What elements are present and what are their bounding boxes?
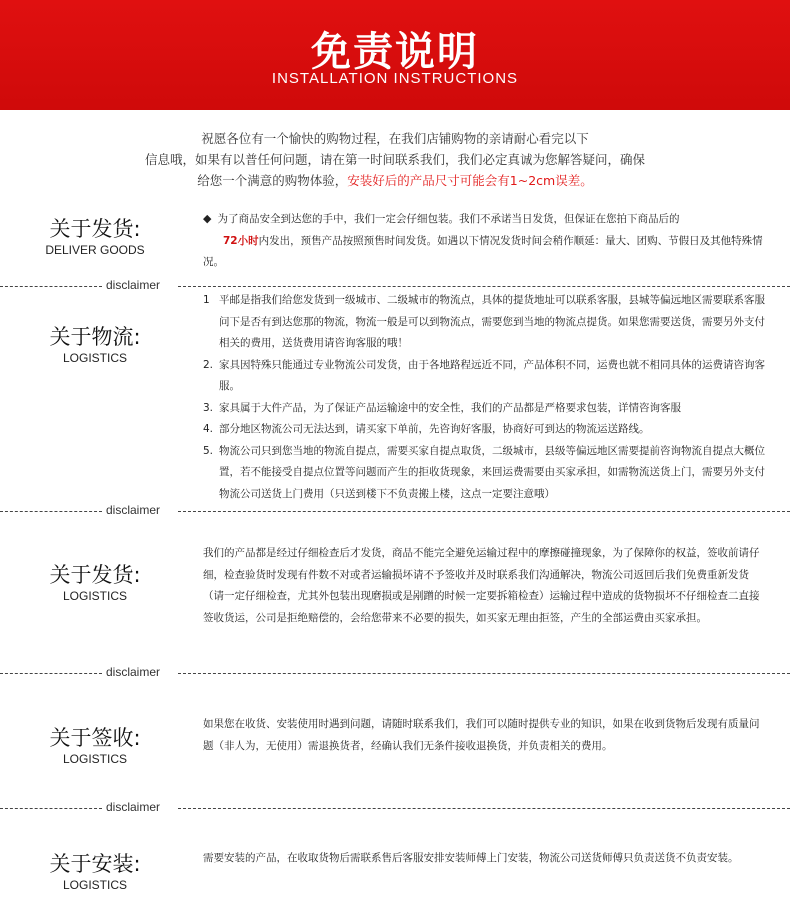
list-item: [203, 419, 765, 441]
section-body-logistics: [203, 290, 765, 505]
list-number: 3.: [203, 401, 214, 414]
list-text: 部分地区物流公司无法达到，请买家下单前，先咨询好客服，协商好可到达的物流运送路线。: [219, 423, 650, 435]
section-title-cn: 关于物流:: [49, 325, 141, 349]
diamond-bullet-icon: ◆: [203, 212, 212, 225]
list-item: [203, 398, 765, 420]
section-heading-logistics: [0, 324, 190, 366]
delivery-text-b: 内发出，预售产品按照预售时间发货。如遇以下情况发货时间会稍作顺延：量大、团购、节假日及其他特殊情况。: [203, 234, 763, 268]
section-divider: [0, 802, 790, 814]
delivery-time-highlight: 72小时: [223, 234, 259, 247]
page-subtitle: INSTALLATION INSTRUCTIONS: [271, 70, 519, 87]
section-title-en: LOGISTICS: [62, 752, 127, 766]
inspection-text: 我们的产品都是经过仔细检查后才发货，商品不能完全避免运输过程中的摩擦碰撞现象，为了保障你的权益，签收前请仔细，检查验货时发现有件数不对或者运输损坏请不予签收并及时联系我们沟通解决，物流公司返回后我们免费重新发货（请一定仔细检查，尤其外包装出现磨损或是剐蹭的时候一定要拆箱检查）运输过程中造成的货物损坏不仔细检查二直接签收货运，公司是拒绝赔偿的，会给您带来不必要的损失，如买家无理由拒签，产生的全部运费由买家承担。: [203, 547, 760, 624]
section-title-en: DELIVER GOODS: [45, 243, 145, 257]
section-body-installation: [203, 851, 765, 866]
divider-label: disclaimer: [106, 278, 161, 292]
section-divider: [0, 667, 790, 679]
intro-paragraph: [0, 128, 790, 191]
intro-line-2: 信息哦，如果有以普任何问题，请在第一时间联系我们，我们必定真诚为您解答疑问，确保: [144, 152, 645, 167]
section-body-inspection: [203, 543, 765, 629]
section-title-cn: 关于发货:: [49, 563, 141, 587]
list-item: [203, 290, 765, 355]
section-title-cn: 关于发货:: [49, 217, 141, 241]
list-number: 4.: [203, 423, 214, 435]
section-divider: [0, 505, 790, 517]
installation-text: 需要安装的产品，在收取货物后需联系售后客服安排安装师傅上门安装，物流公司送货师傅只负责送货不负责安装。: [203, 852, 739, 864]
intro-line-1: 祝愿各位有一个愉快的购物过程，在我们店铺购物的亲请耐心看完以下: [201, 131, 589, 146]
intro-line-3-text: 给您一个满意的购物体验，: [197, 173, 348, 188]
header-banner: [0, 0, 790, 110]
section-title-cn: 关于安装:: [49, 852, 141, 876]
list-number: 1: [203, 294, 210, 306]
section-title-en: LOGISTICS: [62, 351, 127, 365]
section-body-receipt: [203, 714, 765, 757]
section-body-delivery: [203, 208, 765, 274]
section-heading-installation: [0, 851, 190, 893]
list-number: 2.: [203, 358, 214, 371]
list-text: 物流公司只到您当地的物流自提点，需要买家自提点取货，二级城市，县级等偏远地区需要提前咨询物流自提点大概位置，若不能接受自提点位置等问题而产生的拒收货现象，来回运费需要由买家承担，如需物流送货上门，需要另外支付物流公司送货上门费用（只送到楼下不负责搬上楼，这点一定要注意哦）: [219, 444, 765, 500]
intro-line-3: [0, 170, 790, 191]
section-title-en: LOGISTICS: [62, 878, 127, 892]
delivery-text-a: 为了商品安全到达您的手中，我们一定会仔细包装。我们不承诺当日发货，但保证在您拍下商品后的: [217, 213, 680, 225]
section-heading-receipt: [0, 725, 190, 767]
intro-highlight: 安装好后的产品尺寸可能会有1~2cm误差。: [347, 173, 593, 188]
section-heading-delivery: [0, 216, 190, 258]
divider-label: disclaimer: [106, 800, 161, 814]
list-text: 家具属于大件产品，为了保证产品运输途中的安全性，我们的产品都是严格要求包装，详情咨询客服: [219, 401, 681, 414]
list-item: [203, 441, 765, 506]
list-item: [203, 355, 765, 398]
divider-label: disclaimer: [106, 665, 161, 679]
section-title-cn: 关于签收:: [49, 726, 141, 750]
list-text: 平邮是指我们给您发货到一级城市、二级城市的物流点，具体的提货地址可以联系客服，县城等偏远地区需要联系客服问下是否有到达您那的物流，物流一般是可以到物流点，需要您到当地的物流点提货。如果您需要送货，需要另外支付相关的费用，送货费用请咨询客服的哦！: [219, 294, 765, 349]
divider-label: disclaimer: [106, 503, 161, 517]
section-heading-inspection: [0, 562, 190, 604]
list-text: 家具因特殊只能通过专业物流公司发货，由于各地路程远近不同，产品体积不同，运费也就不相同具体的运费请咨询客服。: [219, 358, 765, 392]
receipt-text: 如果您在收货、安装使用时遇到问题，请随时联系我们，我们可以随时提供专业的知识，如果在收到货物后发现有质量问题（非人为，无使用）需退换货者，经确认我们无条件接收退换货，并负责相关的费用。: [203, 718, 760, 752]
section-title-en: LOGISTICS: [62, 589, 127, 603]
page-title: 免责说明: [311, 29, 479, 75]
list-number: 5.: [203, 444, 214, 457]
